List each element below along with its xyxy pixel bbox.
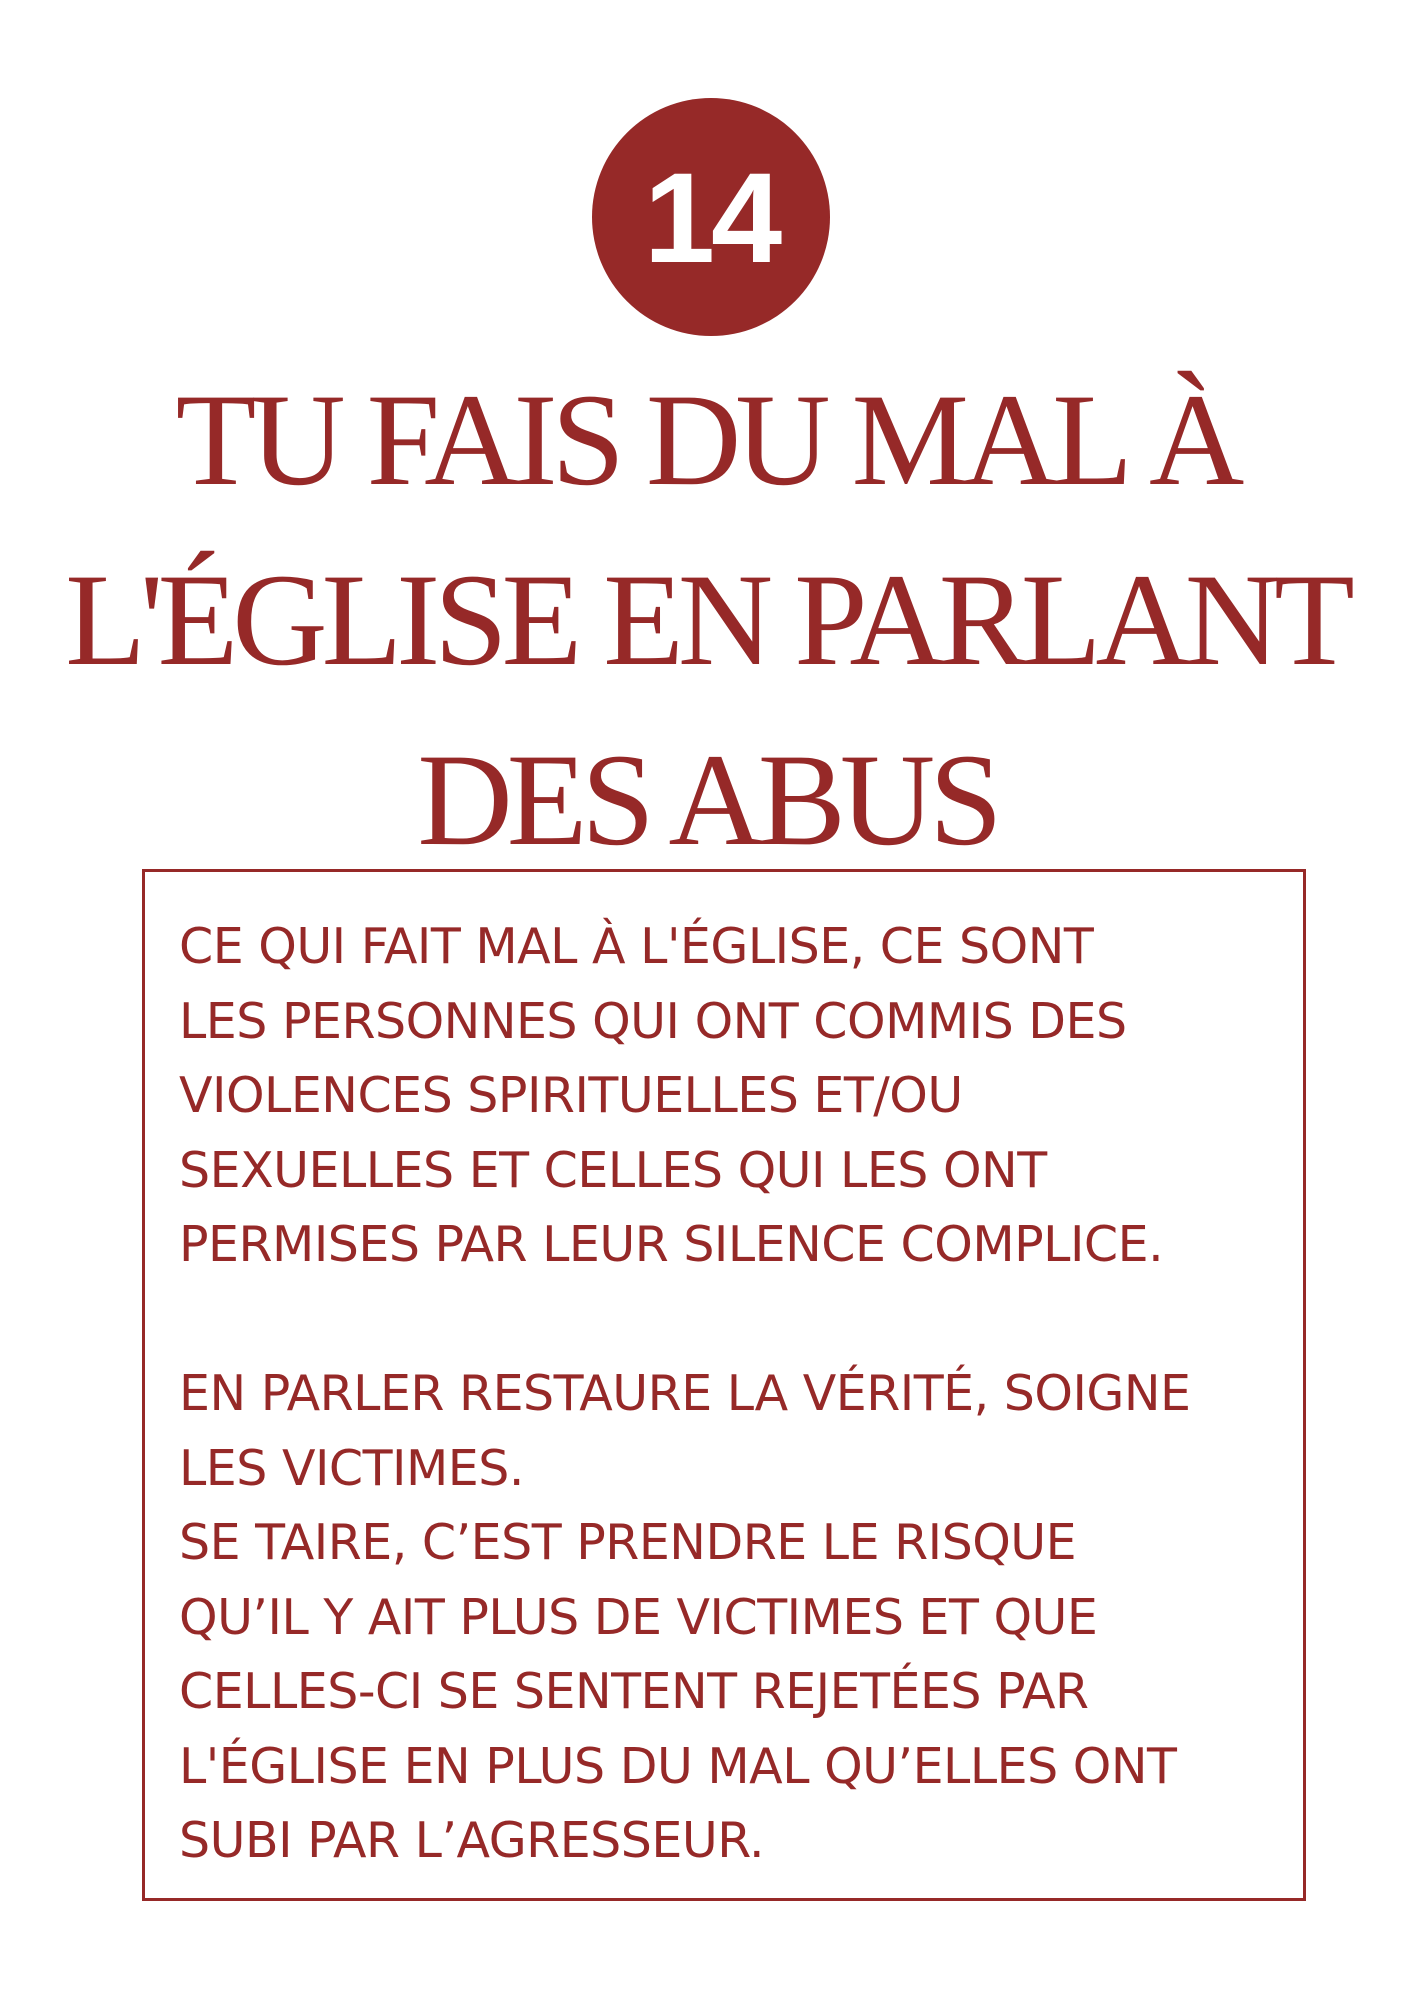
body-line: LES PERSONNES QUI ONT COMMIS DES: [179, 992, 1127, 1050]
body-line: SE TAIRE, C’EST PRENDRE LE RISQUE: [179, 1514, 1077, 1571]
body-line: SEXUELLES ET CELLES QUI LES ONT: [179, 1141, 1047, 1199]
content-text: [179, 910, 1289, 1879]
body-line: SUBI PAR L’AGRESSEUR.: [179, 1812, 765, 1869]
body-line: VIOLENCES SPIRITUELLES ET/OU: [179, 1067, 963, 1124]
paragraph-gap: [179, 1283, 1289, 1358]
number-badge: [592, 98, 830, 336]
page-title: [40, 350, 1374, 890]
body-line: LES VICTIMES.: [179, 1439, 524, 1497]
body-line: QU’IL Y AIT PLUS DE VICTIMES ET QUE: [179, 1588, 1098, 1646]
body-line: CE QUI FAIT MAL À L'ÉGLISE, CE SONT: [179, 918, 1094, 975]
body-line: PERMISES PAR LEUR SILENCE COMPLICE.: [179, 1216, 1164, 1273]
body-line: CELLES-CI SE SENTENT REJETÉES PAR: [179, 1663, 1089, 1720]
body-line: L'ÉGLISE EN PLUS DU MAL QU’ELLES ONT: [179, 1737, 1177, 1795]
title-line: TU FAIS DU MAL À: [175, 366, 1239, 513]
title-line: DES ABUS: [417, 726, 997, 873]
body-line: EN PARLER RESTAURE LA VÉRITÉ, SOIGNE: [179, 1365, 1191, 1422]
content-box: [142, 869, 1306, 1901]
badge-number: 14: [643, 147, 779, 290]
title-line: L'ÉGLISE EN PARLANT: [65, 546, 1349, 693]
